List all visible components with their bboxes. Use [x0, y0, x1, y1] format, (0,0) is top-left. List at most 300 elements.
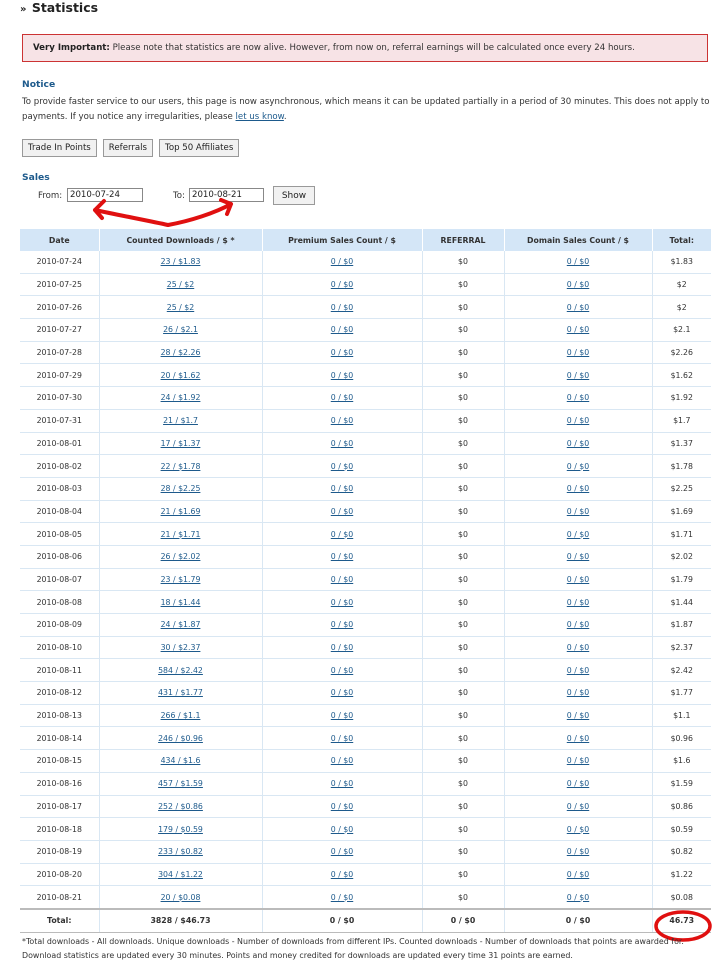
cell-counted-downloads	[99, 500, 262, 523]
premium-sales-link[interactable]: 0 / $0	[330, 348, 354, 358]
cell-premium-sales	[262, 296, 422, 319]
table-row	[20, 523, 711, 546]
domain-sales-link[interactable]: 0 / $0	[566, 869, 590, 879]
cell-date: 2010-07-31	[20, 409, 99, 432]
cell-date: 2010-07-24	[20, 251, 99, 273]
cell-counted-downloads	[99, 341, 262, 364]
premium-sales-link[interactable]: 0 / $0	[330, 733, 354, 743]
table-row	[20, 273, 711, 296]
cell-premium-sales	[262, 455, 422, 478]
cell-domain-sales	[504, 568, 652, 591]
action-buttons	[22, 139, 239, 157]
table-row	[20, 818, 711, 841]
cell-date: 2010-08-11	[20, 659, 99, 682]
cell-premium-sales	[262, 863, 422, 886]
counted-downloads-link[interactable]: 584 / $2.42	[158, 665, 203, 675]
cell-domain-sales	[504, 364, 652, 387]
cell-total: $0.82	[652, 840, 711, 863]
cell-total: $0.86	[652, 795, 711, 818]
cell-domain-sales	[504, 319, 652, 342]
table-row	[20, 614, 711, 637]
cell-counted-downloads	[99, 545, 262, 568]
let-us-know-link[interactable]: let us know	[235, 112, 284, 122]
cell-referral: $0	[422, 840, 504, 863]
important-alert	[22, 34, 708, 62]
cell-counted-downloads	[99, 455, 262, 478]
counted-downloads-link[interactable]: 21 / $1.7	[163, 416, 198, 426]
cell-referral: $0	[422, 409, 504, 432]
cell-counted-downloads	[99, 523, 262, 546]
domain-sales-link[interactable]: 0 / $0	[566, 393, 590, 403]
from-label: From:	[38, 191, 63, 201]
alert-text: Please note that statistics are now alive. However, from now on, referral earnings will be calculated once every 24 hours.	[109, 43, 635, 53]
header-date: Date	[20, 229, 99, 251]
alert-strong: Very Important:	[33, 43, 110, 53]
cell-premium-sales	[262, 682, 422, 705]
table-row	[20, 659, 711, 682]
show-button[interactable]: Show	[273, 186, 315, 205]
cell-domain-sales	[504, 455, 652, 478]
cell-total: $2	[652, 273, 711, 296]
table-row	[20, 704, 711, 727]
total-label: Total:	[20, 909, 99, 933]
cell-total: $1.92	[652, 387, 711, 410]
cell-date: 2010-08-18	[20, 818, 99, 841]
cell-date: 2010-08-04	[20, 500, 99, 523]
header-referral: REFERRAL	[422, 229, 504, 251]
cell-date: 2010-08-10	[20, 636, 99, 659]
cell-date: 2010-07-26	[20, 296, 99, 319]
domain-sales-link[interactable]: 0 / $0	[566, 461, 590, 471]
premium-sales-link[interactable]: 0 / $0	[330, 711, 354, 721]
table-row	[20, 727, 711, 750]
cell-premium-sales	[262, 750, 422, 773]
total-referral: 0 / $0	[422, 909, 504, 933]
domain-sales-link[interactable]: 0 / $0	[566, 620, 590, 630]
cell-premium-sales	[262, 614, 422, 637]
premium-sales-link[interactable]: 0 / $0	[330, 484, 354, 494]
counted-downloads-link[interactable]: 23 / $1.79	[160, 574, 201, 584]
counted-downloads-link[interactable]: 21 / $1.69	[160, 506, 201, 516]
domain-sales-link[interactable]: 0 / $0	[566, 665, 590, 675]
header-premium-sales: Premium Sales Count / $	[262, 229, 422, 251]
domain-sales-link[interactable]: 0 / $0	[566, 416, 590, 426]
table-row	[20, 500, 711, 523]
premium-sales-link[interactable]: 0 / $0	[330, 325, 354, 335]
premium-sales-link[interactable]: 0 / $0	[330, 574, 354, 584]
cell-total: $1.87	[652, 614, 711, 637]
domain-sales-link[interactable]: 0 / $0	[566, 484, 590, 494]
cell-counted-downloads	[99, 432, 262, 455]
cell-premium-sales	[262, 840, 422, 863]
counted-downloads-link[interactable]: 266 / $1.1	[160, 711, 201, 721]
cell-domain-sales	[504, 704, 652, 727]
cell-total: $0.96	[652, 727, 711, 750]
cell-premium-sales	[262, 364, 422, 387]
counted-downloads-link[interactable]: 26 / $2.02	[160, 552, 201, 562]
table-row	[20, 636, 711, 659]
cell-premium-sales	[262, 772, 422, 795]
counted-downloads-link[interactable]: 22 / $1.78	[160, 461, 201, 471]
cell-referral: $0	[422, 341, 504, 364]
cell-referral: $0	[422, 636, 504, 659]
counted-downloads-link[interactable]: 21 / $1.71	[160, 529, 201, 539]
counted-downloads-link[interactable]: 23 / $1.83	[160, 257, 201, 267]
cell-date: 2010-07-28	[20, 341, 99, 364]
cell-total: $1.7	[652, 409, 711, 432]
counted-downloads-link[interactable]: 30 / $2.37	[160, 643, 201, 653]
counted-downloads-link[interactable]: 28 / $2.26	[160, 348, 201, 358]
cell-counted-downloads	[99, 591, 262, 614]
cell-domain-sales	[504, 614, 652, 637]
premium-sales-link[interactable]: 0 / $0	[330, 665, 354, 675]
counted-downloads-link[interactable]: 431 / $1.77	[158, 688, 203, 698]
cell-date: 2010-08-05	[20, 523, 99, 546]
table-row	[20, 409, 711, 432]
counted-downloads-link[interactable]: 24 / $1.87	[160, 620, 201, 630]
domain-sales-link[interactable]: 0 / $0	[566, 348, 590, 358]
cell-date: 2010-08-16	[20, 772, 99, 795]
cell-domain-sales	[504, 727, 652, 750]
to-date-input[interactable]	[189, 188, 264, 202]
referrals-button[interactable]: Referrals	[103, 139, 153, 157]
cell-domain-sales	[504, 795, 652, 818]
counted-downloads-link[interactable]: 304 / $1.22	[158, 869, 203, 879]
domain-sales-link[interactable]: 0 / $0	[566, 280, 590, 290]
cell-date: 2010-08-21	[20, 886, 99, 909]
table-row	[20, 863, 711, 886]
cell-date: 2010-08-13	[20, 704, 99, 727]
cell-counted-downloads	[99, 387, 262, 410]
cell-domain-sales	[504, 409, 652, 432]
cell-date: 2010-08-19	[20, 840, 99, 863]
cell-referral: $0	[422, 818, 504, 841]
premium-sales-link[interactable]: 0 / $0	[330, 393, 354, 403]
cell-total: $1.37	[652, 432, 711, 455]
cell-counted-downloads	[99, 727, 262, 750]
counted-downloads-link[interactable]: 179 / $0.59	[158, 824, 203, 834]
premium-sales-link[interactable]: 0 / $0	[330, 892, 354, 902]
counted-downloads-link[interactable]: 28 / $2.25	[160, 484, 201, 494]
counted-downloads-link[interactable]: 25 / $2	[166, 302, 195, 312]
cell-referral: $0	[422, 704, 504, 727]
cell-counted-downloads	[99, 840, 262, 863]
counted-downloads-link[interactable]: 24 / $1.92	[160, 393, 201, 403]
premium-sales-link[interactable]: 0 / $0	[330, 302, 354, 312]
domain-sales-link[interactable]: 0 / $0	[566, 506, 590, 516]
domain-sales-link[interactable]: 0 / $0	[566, 711, 590, 721]
cell-total: $1.1	[652, 704, 711, 727]
premium-sales-link[interactable]: 0 / $0	[330, 438, 354, 448]
cell-premium-sales	[262, 886, 422, 909]
notice-text	[22, 95, 717, 125]
domain-sales-link[interactable]: 0 / $0	[566, 779, 590, 789]
cell-referral: $0	[422, 387, 504, 410]
sales-heading: Sales	[22, 172, 50, 183]
table-row	[20, 296, 711, 319]
cell-referral: $0	[422, 750, 504, 773]
cell-premium-sales	[262, 251, 422, 273]
cell-total: $2.42	[652, 659, 711, 682]
table-row	[20, 886, 711, 909]
cell-referral: $0	[422, 727, 504, 750]
domain-sales-link[interactable]: 0 / $0	[566, 370, 590, 380]
counted-downloads-link[interactable]: 457 / $1.59	[158, 779, 203, 789]
cell-referral: $0	[422, 682, 504, 705]
cell-domain-sales	[504, 432, 652, 455]
premium-sales-link[interactable]: 0 / $0	[330, 461, 354, 471]
cell-total: $2.1	[652, 319, 711, 342]
cell-domain-sales	[504, 500, 652, 523]
notice-heading: Notice	[22, 79, 56, 90]
cell-counted-downloads	[99, 568, 262, 591]
counted-downloads-link[interactable]: 20 / $1.62	[160, 370, 201, 380]
domain-sales-link[interactable]: 0 / $0	[566, 257, 590, 267]
cell-counted-downloads	[99, 682, 262, 705]
table-row	[20, 432, 711, 455]
cell-domain-sales	[504, 273, 652, 296]
from-date-input[interactable]	[67, 188, 143, 202]
table-header-row	[20, 229, 711, 251]
header-total: Total:	[652, 229, 711, 251]
premium-sales-link[interactable]: 0 / $0	[330, 869, 354, 879]
cell-domain-sales	[504, 818, 652, 841]
premium-sales-link[interactable]: 0 / $0	[330, 416, 354, 426]
cell-date: 2010-07-25	[20, 273, 99, 296]
cell-total: $1.79	[652, 568, 711, 591]
cell-total: $1.44	[652, 591, 711, 614]
cell-total: $2.37	[652, 636, 711, 659]
counted-downloads-link[interactable]: 252 / $0.86	[158, 801, 203, 811]
total-premium-sales: 0 / $0	[262, 909, 422, 933]
cell-premium-sales	[262, 387, 422, 410]
cell-date: 2010-08-09	[20, 614, 99, 637]
cell-counted-downloads	[99, 319, 262, 342]
premium-sales-link[interactable]: 0 / $0	[330, 280, 354, 290]
cell-counted-downloads	[99, 636, 262, 659]
cell-total: $1.83	[652, 251, 711, 273]
cell-total: $0.59	[652, 818, 711, 841]
premium-sales-link[interactable]: 0 / $0	[330, 801, 354, 811]
premium-sales-link[interactable]: 0 / $0	[330, 824, 354, 834]
cell-premium-sales	[262, 273, 422, 296]
cell-counted-downloads	[99, 409, 262, 432]
cell-counted-downloads	[99, 863, 262, 886]
counted-downloads-link[interactable]: 26 / $2.1	[163, 325, 198, 335]
table-row	[20, 682, 711, 705]
cell-premium-sales	[262, 477, 422, 500]
cell-premium-sales	[262, 795, 422, 818]
cell-referral: $0	[422, 455, 504, 478]
cell-referral: $0	[422, 886, 504, 909]
sales-statistics-table	[20, 229, 711, 933]
domain-sales-link[interactable]: 0 / $0	[566, 643, 590, 653]
cell-date: 2010-08-17	[20, 795, 99, 818]
counted-downloads-link[interactable]: 17 / $1.37	[160, 438, 201, 448]
cell-counted-downloads	[99, 750, 262, 773]
cell-referral: $0	[422, 251, 504, 273]
premium-sales-link[interactable]: 0 / $0	[330, 506, 354, 516]
domain-sales-link[interactable]: 0 / $0	[566, 801, 590, 811]
cell-premium-sales	[262, 659, 422, 682]
cell-domain-sales	[504, 251, 652, 273]
cell-date: 2010-07-30	[20, 387, 99, 410]
domain-sales-link[interactable]: 0 / $0	[566, 688, 590, 698]
cell-total: $1.69	[652, 500, 711, 523]
cell-date: 2010-08-15	[20, 750, 99, 773]
cell-referral: $0	[422, 545, 504, 568]
cell-total: $1.59	[652, 772, 711, 795]
premium-sales-link[interactable]: 0 / $0	[330, 779, 354, 789]
counted-downloads-link[interactable]: 18 / $1.44	[160, 597, 201, 607]
cell-counted-downloads	[99, 886, 262, 909]
counted-downloads-link[interactable]: 233 / $0.82	[158, 847, 203, 857]
cell-total: $1.62	[652, 364, 711, 387]
cell-referral: $0	[422, 500, 504, 523]
cell-counted-downloads	[99, 364, 262, 387]
cell-referral: $0	[422, 523, 504, 546]
table-row	[20, 341, 711, 364]
cell-total: $1.22	[652, 863, 711, 886]
cell-counted-downloads	[99, 659, 262, 682]
table-row	[20, 591, 711, 614]
cell-domain-sales	[504, 523, 652, 546]
domain-sales-link[interactable]: 0 / $0	[566, 892, 590, 902]
cell-date: 2010-08-06	[20, 545, 99, 568]
cell-counted-downloads	[99, 296, 262, 319]
domain-sales-link[interactable]: 0 / $0	[566, 824, 590, 834]
cell-date: 2010-07-27	[20, 319, 99, 342]
counted-downloads-link[interactable]: 434 / $1.6	[160, 756, 201, 766]
domain-sales-link[interactable]: 0 / $0	[566, 574, 590, 584]
cell-domain-sales	[504, 772, 652, 795]
cell-counted-downloads	[99, 704, 262, 727]
cell-domain-sales	[504, 545, 652, 568]
cell-total: $2.02	[652, 545, 711, 568]
table-row	[20, 387, 711, 410]
cell-premium-sales	[262, 409, 422, 432]
domain-sales-link[interactable]: 0 / $0	[566, 597, 590, 607]
table-row	[20, 750, 711, 773]
premium-sales-link[interactable]: 0 / $0	[330, 756, 354, 766]
domain-sales-link[interactable]: 0 / $0	[566, 325, 590, 335]
cell-referral: $0	[422, 591, 504, 614]
cell-date: 2010-08-07	[20, 568, 99, 591]
premium-sales-link[interactable]: 0 / $0	[330, 529, 354, 539]
cell-total: $1.78	[652, 455, 711, 478]
top-50-affiliates-button[interactable]: Top 50 Affiliates	[159, 139, 239, 157]
domain-sales-link[interactable]: 0 / $0	[566, 302, 590, 312]
cell-referral: $0	[422, 477, 504, 500]
cell-total: $2	[652, 296, 711, 319]
cell-counted-downloads	[99, 818, 262, 841]
domain-sales-link[interactable]: 0 / $0	[566, 552, 590, 562]
cell-counted-downloads	[99, 614, 262, 637]
counted-downloads-link[interactable]: 20 / $0.08	[160, 892, 201, 902]
cell-premium-sales	[262, 591, 422, 614]
table-row	[20, 364, 711, 387]
header-domain-sales: Domain Sales Count / $	[504, 229, 652, 251]
table-row	[20, 772, 711, 795]
cell-referral: $0	[422, 614, 504, 637]
domain-sales-link[interactable]: 0 / $0	[566, 529, 590, 539]
page-title	[20, 0, 98, 15]
cell-domain-sales	[504, 591, 652, 614]
cell-referral: $0	[422, 296, 504, 319]
cell-total: $1.6	[652, 750, 711, 773]
total-amount: 46.73	[652, 909, 711, 933]
counted-downloads-link[interactable]: 246 / $0.96	[158, 733, 203, 743]
premium-sales-link[interactable]: 0 / $0	[330, 847, 354, 857]
cell-referral: $0	[422, 432, 504, 455]
table-row	[20, 319, 711, 342]
total-domain-sales: 0 / $0	[504, 909, 652, 933]
header-counted-downloads: Counted Downloads / $ *	[99, 229, 262, 251]
premium-sales-link[interactable]: 0 / $0	[330, 552, 354, 562]
counted-downloads-link[interactable]: 25 / $2	[166, 280, 195, 290]
cell-domain-sales	[504, 341, 652, 364]
cell-total: $1.77	[652, 682, 711, 705]
to-label: To:	[173, 191, 185, 201]
cell-premium-sales	[262, 523, 422, 546]
cell-referral: $0	[422, 568, 504, 591]
cell-domain-sales	[504, 840, 652, 863]
trade-in-points-button[interactable]: Trade In Points	[22, 139, 97, 157]
cell-domain-sales	[504, 886, 652, 909]
double-chevron-right-icon: »	[20, 4, 25, 15]
cell-domain-sales	[504, 477, 652, 500]
cell-referral: $0	[422, 659, 504, 682]
premium-sales-link[interactable]: 0 / $0	[330, 257, 354, 267]
domain-sales-link[interactable]: 0 / $0	[566, 733, 590, 743]
cell-domain-sales	[504, 296, 652, 319]
cell-counted-downloads	[99, 795, 262, 818]
premium-sales-link[interactable]: 0 / $0	[330, 370, 354, 380]
cell-date: 2010-07-29	[20, 364, 99, 387]
premium-sales-link[interactable]: 0 / $0	[330, 597, 354, 607]
premium-sales-link[interactable]: 0 / $0	[330, 643, 354, 653]
cell-counted-downloads	[99, 477, 262, 500]
cell-premium-sales	[262, 500, 422, 523]
domain-sales-link[interactable]: 0 / $0	[566, 438, 590, 448]
cell-counted-downloads	[99, 273, 262, 296]
premium-sales-link[interactable]: 0 / $0	[330, 688, 354, 698]
cell-referral: $0	[422, 364, 504, 387]
cell-premium-sales	[262, 545, 422, 568]
cell-referral: $0	[422, 863, 504, 886]
table-row	[20, 840, 711, 863]
notice-text-after: .	[283, 112, 287, 122]
cell-premium-sales	[262, 432, 422, 455]
cell-date: 2010-08-01	[20, 432, 99, 455]
cell-date: 2010-08-03	[20, 477, 99, 500]
premium-sales-link[interactable]: 0 / $0	[330, 620, 354, 630]
cell-domain-sales	[504, 636, 652, 659]
cell-total: $2.25	[652, 477, 711, 500]
footnote: *Total downloads - All downloads. Unique downloads - Number of downloads from different IPs. Counted downloads - Number of downloads that points are awarded for. Download statistics are updated every 30 minutes. Points and money credited for downloads are updated every time 31 points are earned.	[22, 937, 684, 960]
domain-sales-link[interactable]: 0 / $0	[566, 847, 590, 857]
cell-date: 2010-08-02	[20, 455, 99, 478]
cell-domain-sales	[504, 387, 652, 410]
cell-date: 2010-08-14	[20, 727, 99, 750]
cell-counted-downloads	[99, 251, 262, 273]
table-row	[20, 477, 711, 500]
cell-total: $0.08	[652, 886, 711, 909]
cell-premium-sales	[262, 341, 422, 364]
cell-domain-sales	[504, 682, 652, 705]
domain-sales-link[interactable]: 0 / $0	[566, 756, 590, 766]
table-row	[20, 455, 711, 478]
